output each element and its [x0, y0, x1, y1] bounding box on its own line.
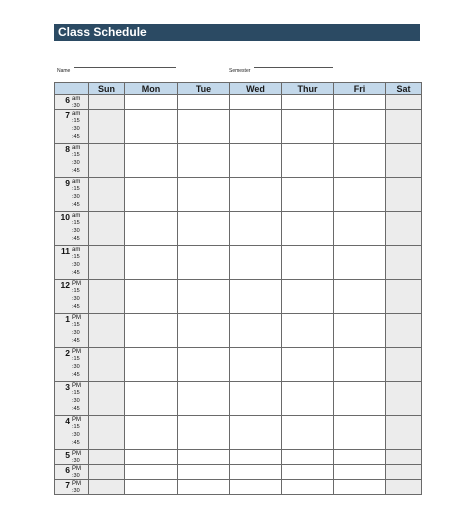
- minute-label: :30: [72, 296, 80, 302]
- day-header-fri: Fri: [334, 83, 386, 95]
- slot-cell-tue[interactable]: [178, 246, 230, 280]
- day-header-thur: Thur: [282, 83, 334, 95]
- slot-cell-fri[interactable]: [334, 348, 386, 382]
- slot-cell-mon[interactable]: [125, 144, 178, 178]
- slot-cell-tue[interactable]: [178, 212, 230, 246]
- minute-label: :15: [72, 152, 80, 158]
- hour-label: 10: [60, 212, 70, 222]
- slot-cell-thur[interactable]: [282, 465, 334, 480]
- day-header-wed: Wed: [230, 83, 282, 95]
- time-cell: [55, 280, 89, 314]
- time-row: [55, 178, 422, 212]
- time-cell: [55, 465, 89, 480]
- slot-cell-thur[interactable]: [282, 212, 334, 246]
- slot-cell-sat[interactable]: [386, 110, 422, 144]
- time-row: [55, 110, 422, 144]
- slot-cell-sat[interactable]: [386, 280, 422, 314]
- minute-label: :45: [72, 134, 80, 140]
- hour-label: 7: [65, 110, 70, 120]
- hour-label: 12: [60, 280, 70, 290]
- time-cell: [55, 382, 89, 416]
- time-cell: [55, 480, 89, 495]
- slot-cell-mon[interactable]: [125, 314, 178, 348]
- hour-label: 3: [65, 382, 70, 392]
- slot-cell-mon[interactable]: [125, 450, 178, 465]
- slot-cell-sun[interactable]: [89, 110, 125, 144]
- slot-cell-sun[interactable]: [89, 144, 125, 178]
- minute-label: :45: [72, 338, 80, 344]
- slot-cell-mon[interactable]: [125, 280, 178, 314]
- slot-cell-fri[interactable]: [334, 144, 386, 178]
- time-cell: [55, 246, 89, 280]
- minute-label: :30: [72, 330, 80, 336]
- slot-cell-wed[interactable]: [230, 110, 282, 144]
- minute-label: :30: [72, 458, 80, 464]
- name-field[interactable]: [74, 67, 176, 68]
- slot-cell-wed[interactable]: [230, 450, 282, 465]
- slot-cell-fri[interactable]: [334, 416, 386, 450]
- minute-label: :15: [72, 254, 80, 260]
- slot-cell-mon[interactable]: [125, 212, 178, 246]
- day-header-sun: Sun: [89, 83, 125, 95]
- time-cell: [55, 178, 89, 212]
- meridiem-label: am: [72, 111, 81, 117]
- slot-cell-thur[interactable]: [282, 178, 334, 212]
- time-row: [55, 465, 422, 480]
- minute-label: :15: [72, 186, 80, 192]
- slot-cell-sun[interactable]: [89, 382, 125, 416]
- slot-cell-thur[interactable]: [282, 246, 334, 280]
- slot-cell-wed[interactable]: [230, 348, 282, 382]
- slot-cell-tue[interactable]: [178, 348, 230, 382]
- minute-label: :15: [72, 390, 80, 396]
- slot-cell-fri[interactable]: [334, 382, 386, 416]
- minute-label: :30: [72, 432, 80, 438]
- time-cell: [55, 450, 89, 465]
- slot-cell-sun[interactable]: [89, 348, 125, 382]
- minute-label: :30: [72, 262, 80, 268]
- time-cell: [55, 416, 89, 450]
- hour-label: 8: [65, 144, 70, 154]
- minute-label: :15: [72, 118, 80, 124]
- slot-cell-wed[interactable]: [230, 246, 282, 280]
- hour-label: 6: [65, 465, 70, 475]
- slot-cell-mon[interactable]: [125, 348, 178, 382]
- slot-cell-tue[interactable]: [178, 416, 230, 450]
- slot-cell-wed[interactable]: [230, 212, 282, 246]
- minute-label: :30: [72, 398, 80, 404]
- minute-label: :45: [72, 440, 80, 446]
- meridiem-label: PM: [72, 383, 81, 389]
- minute-label: :15: [72, 356, 80, 362]
- slot-cell-tue[interactable]: [178, 465, 230, 480]
- slot-cell-mon[interactable]: [125, 480, 178, 495]
- time-cell: [55, 212, 89, 246]
- slot-cell-sun[interactable]: [89, 246, 125, 280]
- time-cell: [55, 348, 89, 382]
- slot-cell-thur[interactable]: [282, 280, 334, 314]
- slot-cell-sun[interactable]: [89, 450, 125, 465]
- meridiem-label: PM: [72, 349, 81, 355]
- slot-cell-sat[interactable]: [386, 95, 422, 110]
- minute-label: :30: [72, 364, 80, 370]
- title-bar: [54, 24, 420, 41]
- slot-cell-sun[interactable]: [89, 465, 125, 480]
- slot-cell-wed[interactable]: [230, 480, 282, 495]
- meridiem-label: PM: [72, 451, 81, 457]
- slot-cell-tue[interactable]: [178, 450, 230, 465]
- slot-cell-wed[interactable]: [230, 382, 282, 416]
- schedule-table: [54, 82, 422, 495]
- slot-cell-fri[interactable]: [334, 246, 386, 280]
- slot-cell-sun[interactable]: [89, 416, 125, 450]
- slot-cell-sat[interactable]: [386, 382, 422, 416]
- slot-cell-tue[interactable]: [178, 178, 230, 212]
- slot-cell-thur[interactable]: [282, 144, 334, 178]
- name-label: Name: [57, 68, 71, 74]
- hour-label: 2: [65, 348, 70, 358]
- minute-label: :45: [72, 372, 80, 378]
- slot-cell-mon[interactable]: [125, 382, 178, 416]
- minute-label: :30: [72, 488, 80, 494]
- slot-cell-mon[interactable]: [125, 178, 178, 212]
- hour-label: 11: [61, 246, 70, 256]
- slot-cell-wed[interactable]: [230, 280, 282, 314]
- day-header-mon: Mon: [125, 83, 178, 95]
- slot-cell-thur[interactable]: [282, 480, 334, 495]
- minute-label: :30: [72, 126, 80, 132]
- slot-cell-wed[interactable]: [230, 95, 282, 110]
- slot-cell-tue[interactable]: [178, 95, 230, 110]
- minute-label: :45: [72, 236, 80, 242]
- day-header-tue: Tue: [178, 83, 230, 95]
- time-row: [55, 348, 422, 382]
- time-row: [55, 95, 422, 110]
- slot-cell-fri[interactable]: [334, 450, 386, 465]
- hour-label: 1: [65, 314, 70, 324]
- time-row: [55, 480, 422, 495]
- hour-label: 4: [65, 416, 70, 426]
- slot-cell-sun[interactable]: [89, 480, 125, 495]
- time-cell: [55, 95, 89, 110]
- meridiem-label: PM: [72, 315, 81, 321]
- slot-cell-sun[interactable]: [89, 280, 125, 314]
- minute-label: :30: [72, 473, 80, 479]
- slot-cell-fri[interactable]: [334, 480, 386, 495]
- slot-cell-tue[interactable]: [178, 382, 230, 416]
- slot-cell-tue[interactable]: [178, 480, 230, 495]
- slot-cell-fri[interactable]: [334, 110, 386, 144]
- meridiem-label: PM: [72, 481, 81, 487]
- slot-cell-wed[interactable]: [230, 144, 282, 178]
- minute-label: :15: [72, 322, 80, 328]
- slot-cell-thur[interactable]: [282, 314, 334, 348]
- time-row: [55, 416, 422, 450]
- slot-cell-sun[interactable]: [89, 178, 125, 212]
- slot-cell-thur[interactable]: [282, 110, 334, 144]
- minute-label: :45: [72, 202, 80, 208]
- slot-cell-mon[interactable]: [125, 95, 178, 110]
- slot-cell-sat[interactable]: [386, 246, 422, 280]
- slot-cell-mon[interactable]: [125, 465, 178, 480]
- slot-cell-sat[interactable]: [386, 465, 422, 480]
- slot-cell-sat[interactable]: [386, 178, 422, 212]
- meridiem-label: PM: [72, 281, 81, 287]
- header-row: [55, 83, 422, 95]
- minute-label: :45: [72, 270, 80, 276]
- hour-label: 7: [65, 480, 70, 490]
- minute-label: :45: [72, 168, 80, 174]
- minute-label: :30: [72, 160, 80, 166]
- time-row: [55, 144, 422, 178]
- minute-label: :45: [72, 406, 80, 412]
- slot-cell-tue[interactable]: [178, 110, 230, 144]
- semester-field[interactable]: [254, 67, 333, 68]
- slot-cell-mon[interactable]: [125, 416, 178, 450]
- slot-cell-sun[interactable]: [89, 212, 125, 246]
- slot-cell-fri[interactable]: [334, 95, 386, 110]
- minute-label: :15: [72, 220, 80, 226]
- day-header-sat: Sat: [386, 83, 422, 95]
- meridiem-label: am: [72, 179, 81, 185]
- slot-cell-tue[interactable]: [178, 280, 230, 314]
- meridiem-label: am: [72, 145, 81, 151]
- slot-cell-wed[interactable]: [230, 416, 282, 450]
- time-row: [55, 314, 422, 348]
- hour-label: 9: [65, 178, 70, 188]
- minute-label: :15: [72, 288, 80, 294]
- slot-cell-tue[interactable]: [178, 144, 230, 178]
- time-row: [55, 280, 422, 314]
- slot-cell-fri[interactable]: [334, 178, 386, 212]
- slot-cell-sun[interactable]: [89, 95, 125, 110]
- time-row: [55, 246, 422, 280]
- slot-cell-wed[interactable]: [230, 314, 282, 348]
- slot-cell-mon[interactable]: [125, 110, 178, 144]
- slot-cell-thur[interactable]: [282, 348, 334, 382]
- slot-cell-sat[interactable]: [386, 416, 422, 450]
- slot-cell-sat[interactable]: [386, 212, 422, 246]
- slot-cell-fri[interactable]: [334, 314, 386, 348]
- slot-cell-sun[interactable]: [89, 314, 125, 348]
- slot-cell-thur[interactable]: [282, 382, 334, 416]
- time-row: [55, 450, 422, 465]
- time-row: [55, 212, 422, 246]
- slot-cell-sat[interactable]: [386, 144, 422, 178]
- time-cell: [55, 314, 89, 348]
- minute-label: :30: [72, 228, 80, 234]
- slot-cell-tue[interactable]: [178, 314, 230, 348]
- slot-cell-wed[interactable]: [230, 178, 282, 212]
- slot-cell-fri[interactable]: [334, 280, 386, 314]
- slot-cell-mon[interactable]: [125, 246, 178, 280]
- slot-cell-thur[interactable]: [282, 95, 334, 110]
- slot-cell-sat[interactable]: [386, 314, 422, 348]
- time-cell: [55, 144, 89, 178]
- meridiem-label: PM: [72, 466, 81, 472]
- time-row: [55, 382, 422, 416]
- page-title: Class Schedule: [58, 25, 147, 39]
- minute-label: :30: [72, 103, 80, 109]
- hour-label: 5: [65, 450, 70, 460]
- slot-cell-wed[interactable]: [230, 465, 282, 480]
- meridiem-label: am: [72, 213, 81, 219]
- meridiem-label: am: [72, 96, 81, 102]
- meridiem-label: am: [72, 247, 81, 253]
- minute-label: :15: [72, 424, 80, 430]
- slot-cell-fri[interactable]: [334, 212, 386, 246]
- meridiem-label: PM: [72, 417, 81, 423]
- slot-cell-thur[interactable]: [282, 416, 334, 450]
- corner-cell: [55, 83, 89, 95]
- minute-label: :30: [72, 194, 80, 200]
- slot-cell-sat[interactable]: [386, 450, 422, 465]
- semester-label: Semester: [229, 68, 251, 74]
- slot-cell-sat[interactable]: [386, 348, 422, 382]
- slot-cell-thur[interactable]: [282, 450, 334, 465]
- minute-label: :45: [72, 304, 80, 310]
- slot-cell-fri[interactable]: [334, 465, 386, 480]
- time-cell: [55, 110, 89, 144]
- hour-label: 6: [65, 95, 70, 105]
- slot-cell-sat[interactable]: [386, 480, 422, 495]
